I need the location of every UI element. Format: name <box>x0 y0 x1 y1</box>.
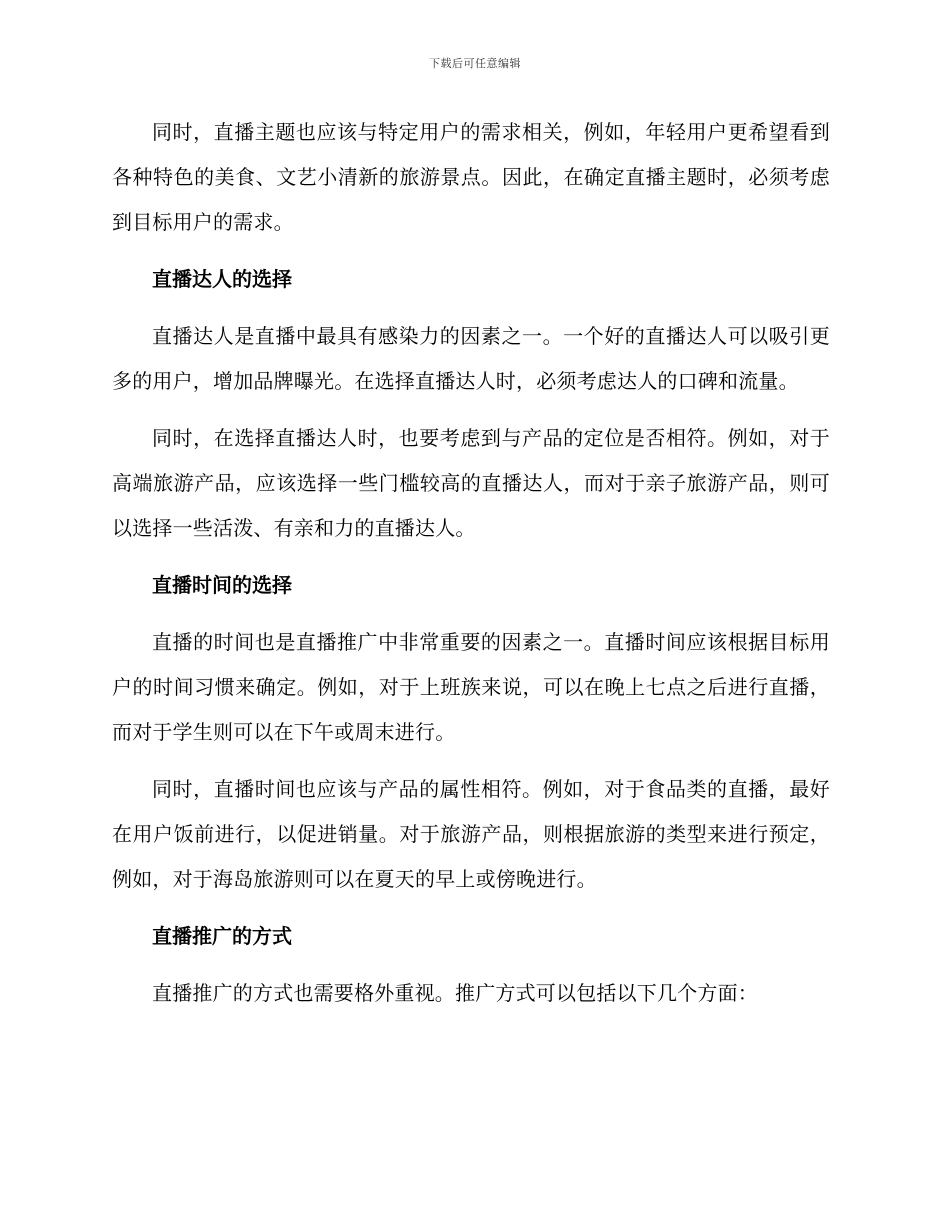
page-header-note: 下载后可任意编辑 <box>429 57 521 70</box>
paragraph-topic-user-needs: 同时，直播主题也应该与特定用户的需求相关，例如，年轻用户更希望看到各种特色的美食、文艺小清新的旅游景点。因此，在确定直播主题时，必须考虑到目标用户的需求。 <box>112 120 830 234</box>
paragraph-time-habits: 直播的时间也是直播推广中非常重要的因素之一。直播时间应该根据目标用户的时间习惯来确定。例如，对于上班族来说，可以在晚上七点之后进行直播，而对于学生则可以在下午或周末进行。 <box>112 630 830 744</box>
section-heading-host-selection: 直播达人的选择 <box>152 267 292 291</box>
paragraph-host-positioning: 同时，在选择直播达人时，也要考虑到与产品的定位是否相符。例如，对于高端旅游产品，应该选择一些门槛较高的直播达人，而对于亲子旅游产品，则可以选择一些活泼、有亲和力的直播达人。 <box>112 426 830 540</box>
document-body <box>112 110 830 1028</box>
paragraph-promotion-intro: 直播推广的方式也需要格外重视。推广方式可以包括以下几个方面： <box>152 981 758 1005</box>
section-heading-promotion-methods: 直播推广的方式 <box>152 924 292 948</box>
paragraph-time-product: 同时，直播时间也应该与产品的属性相符。例如，对于食品类的直播，最好在用户饭前进行，以促进销量。对于旅游产品，则根据旅游的类型来进行预定，例如，对于海岛旅游则可以在夏天的早上或傍晚进行。 <box>112 777 830 891</box>
section-heading-time-selection: 直播时间的选择 <box>152 573 292 597</box>
paragraph-host-influence: 直播达人是直播中最具有感染力的因素之一。一个好的直播达人可以吸引更多的用户，增加品牌曝光。在选择直播达人时，必须考虑达人的口碑和流量。 <box>112 324 830 393</box>
